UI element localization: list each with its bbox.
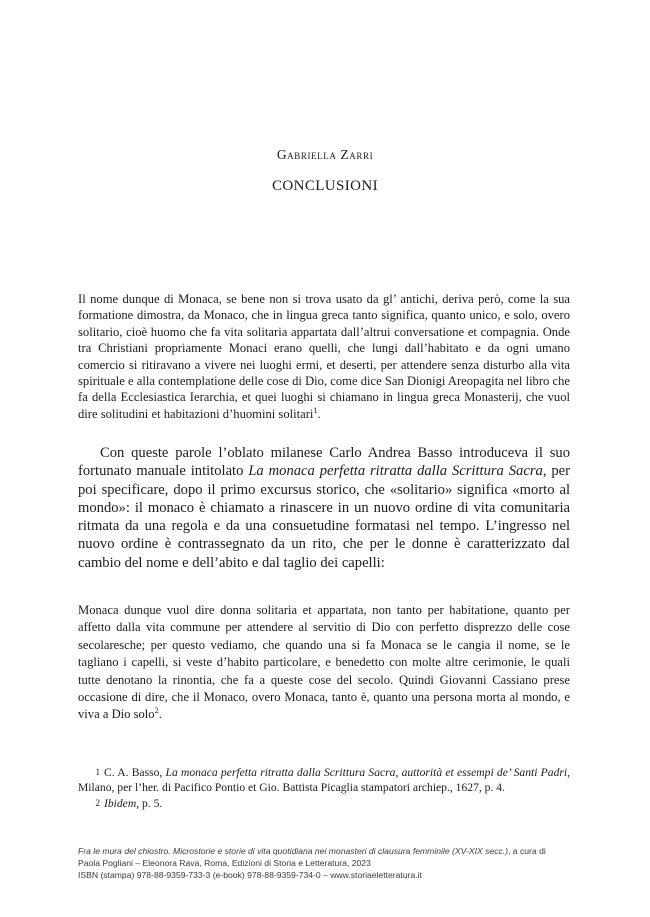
body-text-part1: Con queste parole l’oblato milanese Carlo Andrea Basso introduceva il suo fortunato manuale intitolato [78,445,570,480]
body-text-part2: , per poi specificare, dopo il primo excursus storico, che «solitario» significa «morto al mondo»: il monaco è chiamato a rinascere in un nuovo ordine di vita comunitaria ritmata da una regola e da una consuetudine formatasi nel tempo. L’ingresso nel nuovo ordine è contrassegnato da un rito, che per le donne è caratterizzato dal cambio del nome e dell’abito e dal taglio dei capelli: [78,463,570,571]
book-title: La monaca perfetta ritratta dalla Scrittura Sacra [248,463,543,480]
footnote-rest: , p. 5. [136,796,163,810]
footnote [78,796,570,811]
footnotes [78,765,570,811]
colophon [78,845,570,881]
chapter-author: Gabriella Zarri [276,147,374,162]
chapter-title: CONCLUSIONI [271,178,379,194]
footnote-title: La monaca perfetta ritratta dalla Scrittura Sacra, auttorità et essempi de’ Santi Padri [165,766,568,779]
opening-quote: Il nome dunque di Monaca, se bene non si trova usato da gl’ antichi, deriva però, come la sua formatione dimostra, da Monaco, che in lingua greca tanto significa, quanto unico, e solo, overo solitario, cioè huomo che fa vita solitaria appartata dall’altrui conversatione et compagnia. Onde tra Christiani propriamente Monaci erano quelli, che lungi dall’habitato e da ogni umano comercio si ritiravano a vivere nei luoghi ermi, et deserti, per attendere senza disturbo alla vita spirituale e alla contemplatione delle cose di Dio, come dice San Dionigi Areopagita nel libro che fa della Ecclesiastica Ierarchia, et quei luoghi si chiamano in lingua greca Monasterij, che vuol dire solitudini et habitazioni d’huomini solitari$^1$. [78,292,570,421]
body-paragraph [78,444,570,572]
footnote-number: 1 [95,767,100,777]
footnote [78,765,570,796]
opening-quote-text: Il nome dunque di Monaca, se bene non si trova usato da gl’ antichi, deriva però, come la sua formatione dimostra, da Monaco, che in lingua greca tanto significa, quanto unico, e solo, overo solitario, cioè huomo che fa vita solitaria appartata dall’altrui conversatione et compagnia. Onde tra Christiani propriamente Monaci erano quelli, che lungi dall’habitato e da ogni umano comercio si ritiravano a vivere nei luoghi ermi, et deserti, per attendere senza disturbo alla vita spirituale e alla contemplatione delle cose di Dio, come dice San Dionigi Areopagita nel libro che fa della Ecclesiastica Ierarchia, et quei luoghi si chiamano in lingua greca Monasterij, che vuol dire solitudini et habitazioni d’huomini solitari [78,292,570,421]
footnote-number: 2 [95,797,100,808]
footnote-author: C. A. Basso, [104,766,166,779]
footnote-ref[interactable]: 1 [313,405,318,415]
second-quote-text: Monaca dunque vuol dire donna solitaria et appartata, non tanto per habitatione, quanto per affetto dalla vita commune per attendere al servitio di Dio con perfetto disprezzo delle cose secolaresche; per questo vediamo, che quando una si fa Monaca se le cangia il nome, se le tagliano i capelli, si veste d’habito particolare, e benedetto con molte altre cerimonie, le quali tutte denotano la rinontia, che fa a queste cose del secolo. Quindi Giovanni Cassiano prese occasione di dire, che il Monaco, overo Monaca, tanto è, quanto una persona morta al mondo, e viva a Dio solo [78,603,570,722]
colophon-isbn: ISBN (stampa) 978-88-9359-733-3 (e-book) 978-88-9359-734-0 – www.storiaeletteratura.it [78,870,422,880]
footnote-title: Ibidem [104,796,137,810]
second-quote: Monaca dunque vuol dire donna solitaria et appartata, non tanto per habitatione, quanto per affetto dalla vita commune per attendere al servitio di Dio con perfetto disprezzo delle cose secolaresche; per questo vediamo, che quando una si fa Monaca se le cangia il nome, se le tagliano i capelli, si veste d’habito particolare, e benedetto con molte altre cerimonie, le quali tutte denotano la rinontia, che fa a queste cose del secolo. Quindi Giovanni Cassiano prese occasione di dire, che il Monaco, overo Monaca, tanto è, quanto una persona morta al mondo, e viva a Dio solo$^2$. [78,603,570,722]
colophon-book-title: Fra le mura del chiostro. Microstorie e storie di vita quotidiana nei monasteri di clausura femminile (XV-XIX secc.) [78,846,509,856]
footnote-ref[interactable]: 2 [154,706,159,716]
colophon-editors: , a cura di Paola Pogliani – Eleonora Rava, Roma, Edizioni di Storia e Letteratura, 2023 [78,846,546,868]
footnote-rest: , Milano, per l’her. di Pacifico Pontio et Gio. Battista Picaglia stampatori archiep., 1627, p. 4. [78,766,571,795]
